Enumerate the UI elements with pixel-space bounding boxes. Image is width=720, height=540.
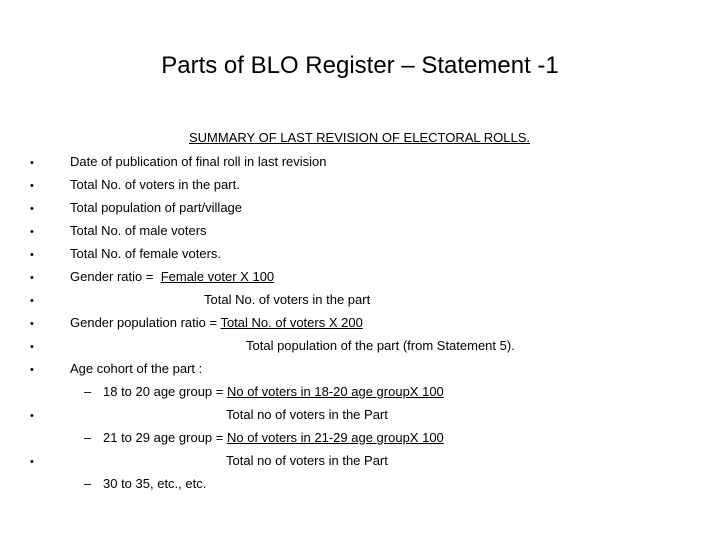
bullet-icon: • [30,272,34,284]
bullet-icon: • [30,341,34,353]
bullet-icon: • [30,364,34,376]
gender-population-ratio-denominator: Total population of the part (from Statement 5). [246,338,515,353]
section-heading-text: SUMMARY OF LAST REVISION OF ELECTORAL ROLLS [189,130,527,145]
age-group-label: 18 to 20 age group = [103,384,227,399]
gender-population-ratio-line [70,315,363,331]
list-item: Total No. of voters in the part. [70,177,240,192]
age-cohort-heading: Age cohort of the part : [70,361,203,376]
bullet-icon: • [30,410,34,422]
gender-ratio-line [70,269,274,285]
gender-population-ratio-numerator: Total No. of voters X 200 [220,315,363,330]
gender-ratio-numerator: Female voter X 100 [160,269,275,284]
age-group-label: 21 to 29 age group = [103,430,227,445]
gender-ratio-denominator: Total No. of voters in the part [204,292,371,307]
list-item: Total population of part/village [70,200,243,215]
bullet-icon: • [30,456,34,468]
dash-icon: – [84,430,92,445]
section-heading [189,130,530,145]
bullet-icon: • [30,249,34,261]
age-group-line: 30 to 35, etc., etc. [103,476,207,491]
gender-population-ratio-label: Gender population ratio = [70,315,221,330]
slide-title: Parts of BLO Register – Statement -1 [161,52,559,79]
age-group-line [103,384,444,400]
dash-icon: – [84,384,92,399]
bullet-icon: • [30,295,34,307]
bullet-icon: • [30,318,34,330]
list-item: Total No. of male voters [70,223,207,238]
bullet-icon: • [30,203,34,215]
age-group-denominator: Total no of voters in the Part [226,453,388,468]
bullet-icon: • [30,226,34,238]
bullet-icon: • [30,180,34,192]
list-item: Total No. of female voters. [70,246,222,261]
dash-icon: – [84,476,92,491]
age-group-line [103,430,444,446]
list-item: Date of publication of final roll in last revision [70,154,327,169]
age-group-denominator: Total no of voters in the Part [226,407,388,422]
bullet-icon: • [30,157,34,169]
age-group-numerator: No of voters in 21-29 age groupX 100 [226,430,444,445]
gender-ratio-label: Gender ratio = [70,269,161,284]
section-heading-suffix: . [526,130,530,145]
age-group-numerator: No of voters in 18-20 age groupX 100 [226,384,444,399]
